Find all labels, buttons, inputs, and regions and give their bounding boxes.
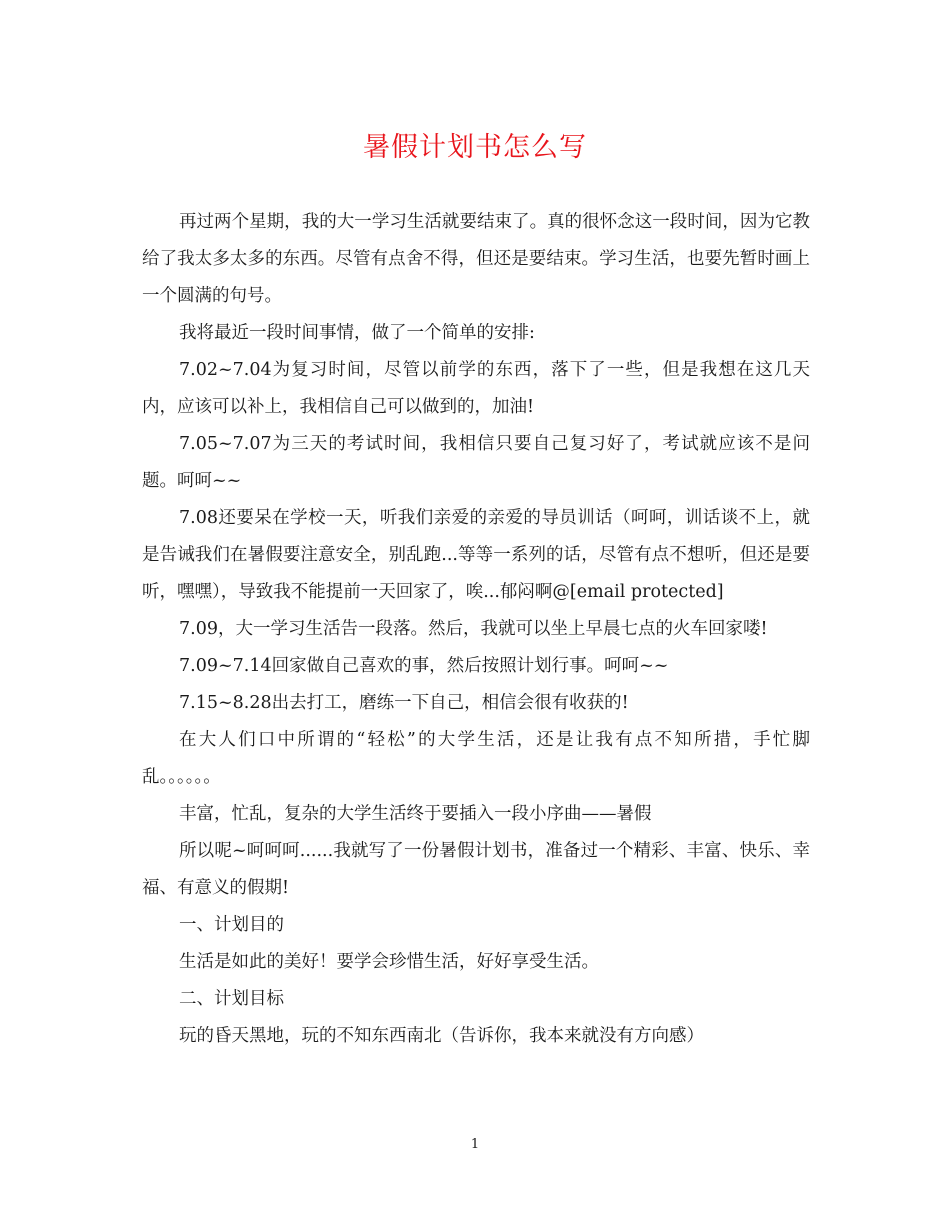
section-heading: 一、计划目的 [179,915,284,935]
paragraph: 丰富，忙乱，复杂的大学生活终于要插入一段小序曲——暑假 [179,804,652,824]
paragraph: 在大人们口中所谓的“轻松”的大学生活，还是让我有点不知所措，手忙脚乱。。。。。。 [142,730,810,787]
paragraph: 生活是如此的美好！要学会珍惜生活，好好享受生活。 [179,952,599,972]
section-heading: 二、计划目标 [179,989,284,1009]
paragraph: 7.08还要呆在学校一天，听我们亲爱的亲爱的导员训话（呵呵，训话谈不上，就是告诫我们在暑假要注意安全，别乱跑...等等一系列的话，尽管有点不想听，但还是要听，嘿嘿），导致我不能提前一天回家了，唉...郁闷啊@[email protected] [142,508,810,602]
paragraph: 玩的昏天黑地，玩的不知东西南北（告诉你，我本来就没有方向感） [179,1026,704,1046]
paragraph: 我将最近一段时间事情，做了一个简单的安排: [179,323,535,343]
paragraph: 7.05~7.07为三天的考试时间，我相信只要自己复习好了，考试就应该不是问题。呵呵~~ [142,434,810,491]
document-title: 暑假计划书怎么写 [363,132,587,163]
paragraph: 再过两个星期，我的大一学习生活就要结束了。真的很怀念这一段时间，因为它教给了我太多太多的东西。尽管有点舍不得，但还是要结束。学习生活，也要先暂时画上一个圆满的句号。 [142,212,810,306]
document-body [142,204,810,1055]
paragraph: 所以呢~呵呵呵......我就写了一份暑假计划书，准备过一个精彩、丰富、快乐、幸福、有意义的假期! [142,841,810,898]
page-number: 1 [470,1137,480,1152]
paragraph: 7.09，大一学习生活告一段落。然后，我就可以坐上早晨七点的火车回家喽! [179,619,768,639]
paragraph: 7.02~7.04为复习时间，尽管以前学的东西，落下了一些，但是我想在这几天内，应该可以补上，我相信自己可以做到的，加油! [142,360,810,417]
paragraph: 7.15~8.28出去打工，磨练一下自己，相信会很有收获的! [179,693,629,713]
paragraph: 7.09~7.14回家做自己喜欢的事，然后按照计划行事。呵呵~~ [179,656,669,676]
